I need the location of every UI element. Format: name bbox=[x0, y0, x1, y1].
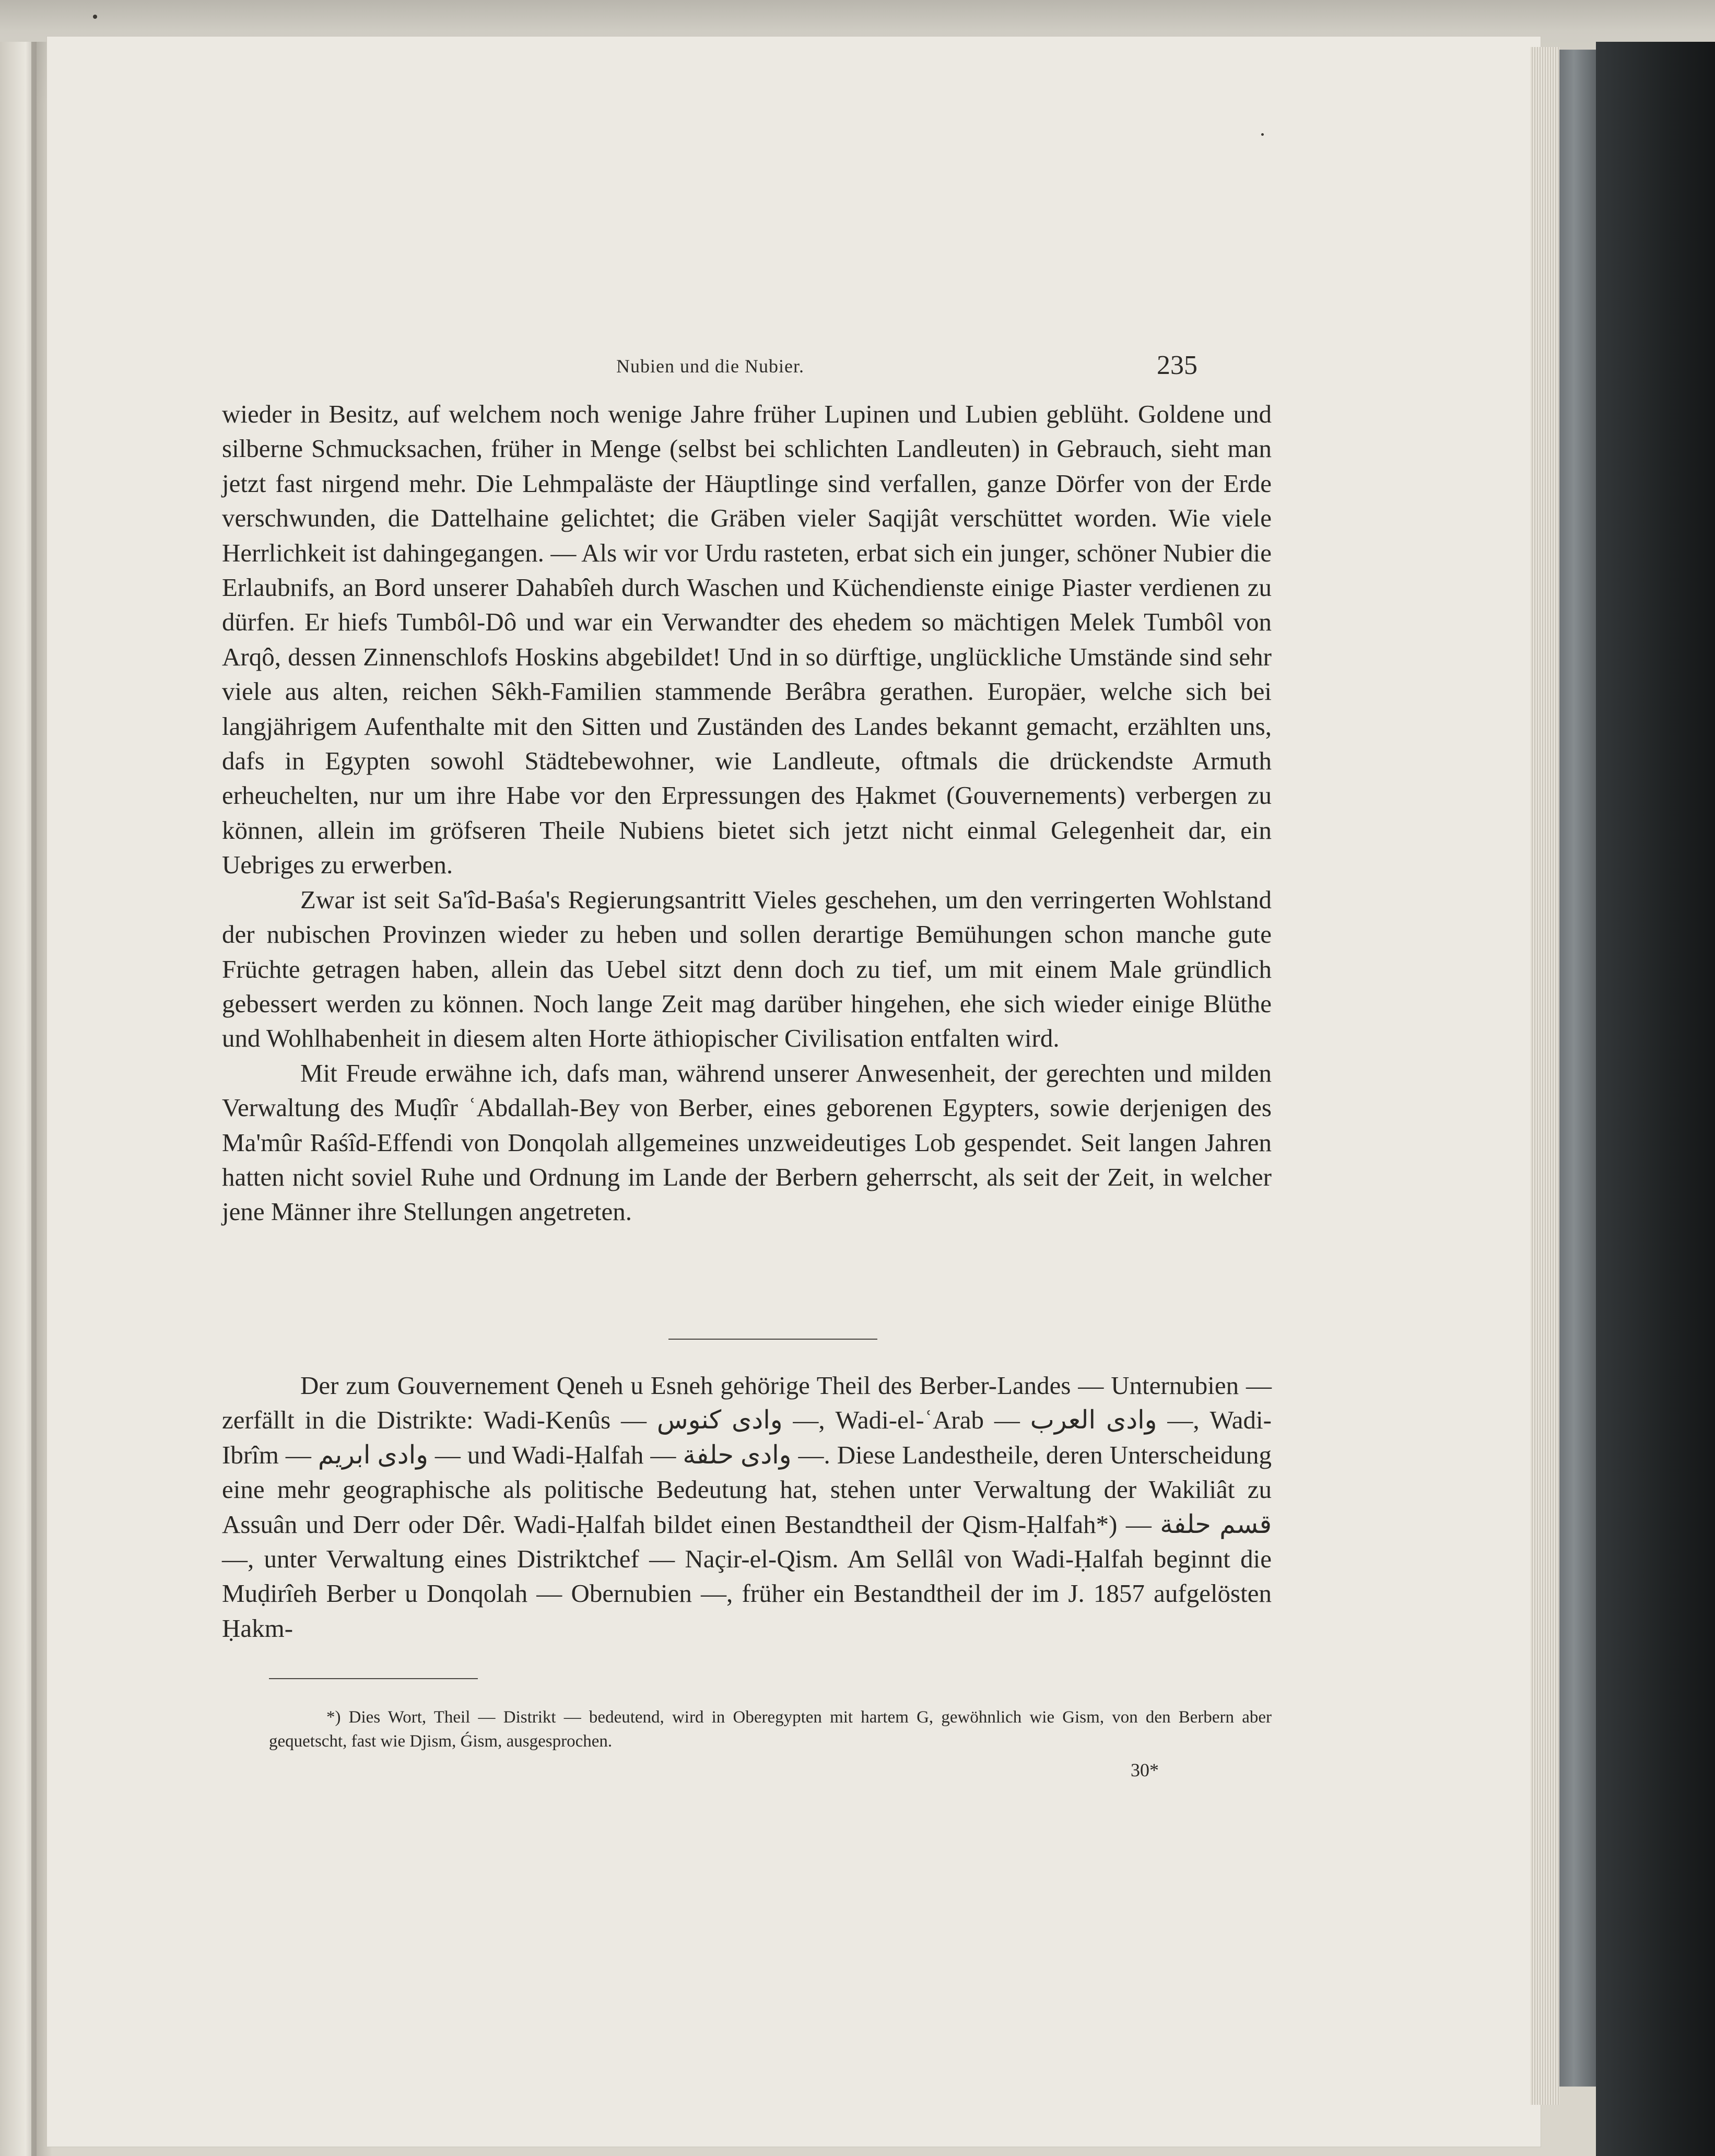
paragraph-3: Mit Freude erwähne ich, dafs man, während unserer Anwesenheit, der gerechten und milden Verwaltung des Muḍîr ʿAbdallah-Bey von Berber, eines geborenen Egypters, sowie derjenigen des Ma'mûr Raśîd-Effendi von Donqolah allgemeines unzweideutiges Lob gespendet. Seit langen Jahren hatten nicht soviel Ruhe und Ordnung im Lande der Berbern geherrscht, als seit der Zeit, in welcher jene Männer ihre Stellungen angetreten. bbox=[222, 1058, 1272, 1226]
footnote-divider bbox=[269, 1678, 478, 1679]
page-edges bbox=[1530, 47, 1559, 2105]
paragraph-1: wieder in Besitz, auf welchem noch wenige Jahre früher Lupinen und Lubien geblüht. Goldene und silberne Schmucksachen, früher in Menge (selbst bei schlichten Landleuten) in Gebrauch, sieht man jetzt fast nirgend mehr. Die Lehmpaläste der Häuptlinge sind verfallen, ganze Dörfer von der Erde verschwunden, die Dattelhaine gelichtet; die Gräben vieler Saqijât verschüttet worden. Wie viele Herrlichkeit ist dahingegangen. — Als wir vor Urdu rasteten, erbat sich ein junger, schöner Nubier die Erlaubnifs, an Bord unserer Dahabîeh durch Waschen und Küchendienste einige Piaster verdienen zu dürfen. Er hiefs Tumbôl-Dô und war ein Verwandter des ehedem so mächtigen Melek Tumbôl von Arqô, dessen Zinnenschlofs Hoskins abgebildet! Und in so dürftige, unglückliche Umstände sind sehr viele aus alten, reichen Sêkh-Familien stammende Berâbra gerathen. Europäer, welche sich bei langjährigem Aufenthalte mit den Sitten und Zuständen des Landes bekannt gemacht, erzählten uns, dafs in Egypten sowohl Städtebewohner, wie Landleute, oftmals die drückendste Armuth erheuchelten, nur um ihre Habe vor den Erpressungen des Ḥakmet (Gouvernements) verbergen zu können, allein im gröfseren Theile Nubiens bietet sich jetzt nicht einmal Gelegenheit dar, ein Uebriges zu erwerben. bbox=[222, 400, 1272, 880]
dust-speck bbox=[93, 15, 97, 19]
main-text bbox=[222, 397, 1272, 1229]
book-page bbox=[47, 37, 1541, 2147]
section-text bbox=[222, 1368, 1272, 1646]
running-head: Nubien und die Nubier. bbox=[616, 356, 804, 377]
signature-mark: 30* bbox=[1131, 1760, 1159, 1780]
footnote bbox=[269, 1705, 1272, 1753]
footnote-text: *) Dies Wort, Theil — Distrikt — bedeutend, wird in Oberegypten mit hartem G, gewöhnlich wie Gism, von den Berbern aber gequetscht, fast wie Djism, Ǵism, ausgesprochen. bbox=[269, 1708, 1272, 1751]
dust-speck bbox=[1261, 133, 1264, 136]
book-cover-edge bbox=[1559, 50, 1596, 2087]
page-header bbox=[47, 350, 1541, 392]
book-cover-dark bbox=[1596, 42, 1715, 2156]
section-divider bbox=[668, 1339, 877, 1340]
paragraph-2: Zwar ist seit Sa'îd-Baśa's Regierungsantritt Vieles geschehen, um den verringerten Wohlstand der nubischen Provinzen wieder zu heben und sollen derartige Bemühungen schon manche gute Früchte getragen haben, allein das Uebel sitzt denn doch zu tief, um mit einem Male gründlich gebessert werden zu können. Noch lange Zeit mag darüber hingehen, ehe sich wieder einige Blüthe und Wohlhabenheit in diesem alten Horte äthiopischer Civilisation entfalten wird. bbox=[222, 885, 1272, 1053]
page-number: 235 bbox=[1157, 350, 1197, 380]
paragraph-4: Der zum Gouvernement Qeneh u Esneh gehörige Theil des Berber-Landes — Unternubien — zerfällt in die Distrikte: Wadi-Kenûs — وادى كنوس —, Wadi-el-ʿArab — وادى العرب —, Wadi-Ibrîm — وادى ابريم — und Wadi-Ḥalfah — وادى حلفة —. Diese Landestheile, deren Unterscheidung eine mehr geographische als politische Bedeutung hat, stehen unter Verwaltung der Wakiliât zu Assuân und Derr oder Dêr. Wadi-Ḥalfah bildet einen Bestandtheil der Qism-Ḥalfah*) — قسم حلفة —, unter Verwaltung eines Distriktchef — Naçir-el-Qism. Am Sellâl von Wadi-Ḥalfah beginnt die Muḍirîeh Berber u Donqolah — Obernubien —, früher ein Bestandtheil der im J. 1857 aufgelösten Ḥakm- bbox=[222, 1371, 1272, 1643]
